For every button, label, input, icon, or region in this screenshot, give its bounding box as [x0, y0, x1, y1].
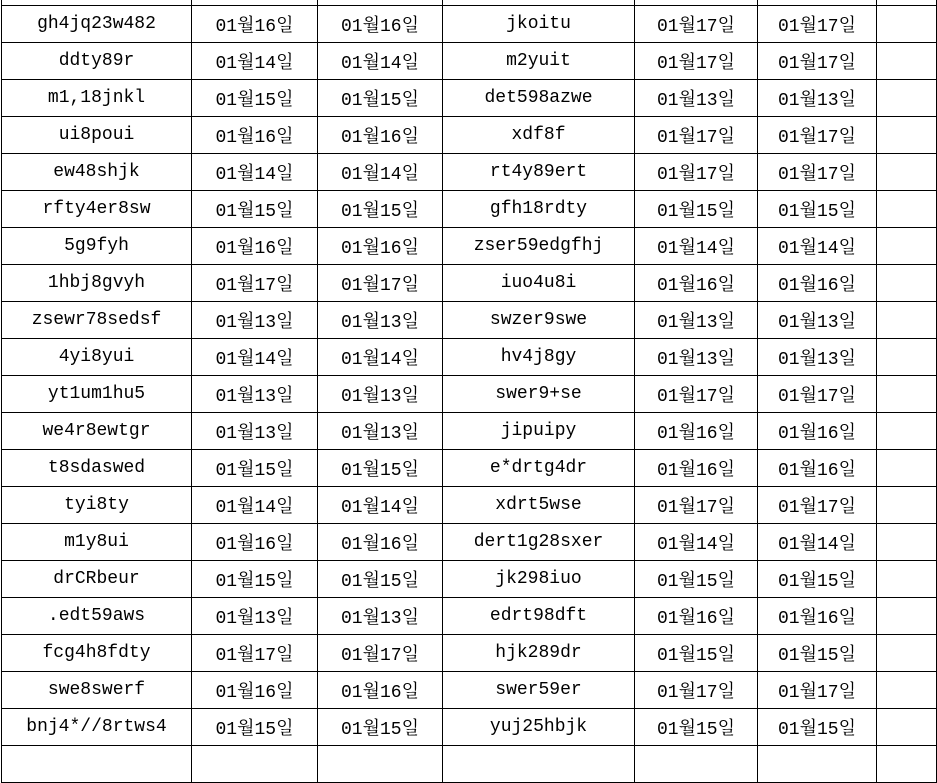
cell-date-a[interactable]: 01월16일: [192, 672, 318, 709]
cell-date-c[interactable]: 01월17일: [635, 117, 758, 154]
cell-date-b[interactable]: 01월17일: [318, 265, 443, 302]
table-cell-offscreen: [877, 450, 937, 487]
table-cell-offscreen: [877, 672, 937, 709]
cell-date-b[interactable]: 01월13일: [318, 302, 443, 339]
cell-date-a[interactable]: 01월14일: [192, 43, 318, 80]
cell-date-a[interactable]: 01월15일: [192, 191, 318, 228]
cell-date-b[interactable]: 01월14일: [318, 339, 443, 376]
cell-date-a[interactable]: 01월16일: [192, 524, 318, 561]
cell-date-a[interactable]: 01월16일: [192, 117, 318, 154]
cell-date-c[interactable]: 01월15일: [635, 709, 758, 746]
cell-date-c[interactable]: 01월17일: [635, 376, 758, 413]
cell-id-right[interactable]: hv4j8gy: [443, 339, 635, 376]
table-row: [2, 672, 937, 709]
cell-id-right[interactable]: jkoitu: [443, 6, 635, 43]
cell-date-a[interactable]: 01월15일: [192, 709, 318, 746]
cell-id-left[interactable]: 1hbj8gvyh: [2, 265, 192, 302]
cell-id-right[interactable]: xdf8f: [443, 117, 635, 154]
cell-id-left[interactable]: m1y8ui: [2, 524, 192, 561]
cell-date-d[interactable]: 01월16일: [758, 450, 877, 487]
cell-id-right[interactable]: swzer9swe: [443, 302, 635, 339]
table-cell-offscreen: [877, 339, 937, 376]
cell-date-a[interactable]: 01월13일: [192, 598, 318, 635]
cell-date-a[interactable]: 01월17일: [192, 635, 318, 672]
table-row: [2, 339, 937, 376]
cell-date-c[interactable]: 01월16일: [635, 265, 758, 302]
cell-id-right[interactable]: xdrt5wse: [443, 487, 635, 524]
table-row: [2, 265, 937, 302]
table-row: [2, 413, 937, 450]
cell-date-d[interactable]: 01월17일: [758, 43, 877, 80]
cell-id-right[interactable]: yuj25hbjk: [443, 709, 635, 746]
cell-date-c[interactable]: 01월13일: [635, 339, 758, 376]
cell-date-a[interactable]: 01월15일: [192, 80, 318, 117]
table-cell-offscreen: [877, 376, 937, 413]
cell-date-a[interactable]: 01월16일: [192, 228, 318, 265]
cell-date-c[interactable]: 01월13일: [635, 302, 758, 339]
table-row: [2, 154, 937, 191]
cell-id-left[interactable]: yt1um1hu5: [2, 376, 192, 413]
table-cell-offscreen: [877, 524, 937, 561]
table-row: [2, 376, 937, 413]
cell-date-a[interactable]: 01월15일: [192, 561, 318, 598]
cell-date-c[interactable]: 01월17일: [635, 154, 758, 191]
cell-date-a[interactable]: 01월17일: [192, 265, 318, 302]
cell-date-c[interactable]: 01월16일: [635, 598, 758, 635]
table-cell-offscreen: [877, 413, 937, 450]
cell-date-c[interactable]: 01월17일: [635, 6, 758, 43]
table-cell: [443, 746, 635, 783]
cell-date-b[interactable]: 01월13일: [318, 598, 443, 635]
table-cell-offscreen: [877, 746, 937, 783]
table-cell-offscreen: [877, 561, 937, 598]
cell-date-b[interactable]: 01월14일: [318, 154, 443, 191]
cell-date-a[interactable]: 01월16일: [192, 6, 318, 43]
table-cell-offscreen: [877, 302, 937, 339]
cell-date-c[interactable]: 01월17일: [635, 43, 758, 80]
cell-date-d[interactable]: 01월16일: [758, 413, 877, 450]
cell-date-d[interactable]: 01월16일: [758, 265, 877, 302]
table-row: [2, 635, 937, 672]
cell-id-right[interactable]: zser59edgfhj: [443, 228, 635, 265]
table-cell-offscreen: [877, 117, 937, 154]
cell-date-b[interactable]: 01월17일: [318, 635, 443, 672]
cell-id-left[interactable]: drCRbeur: [2, 561, 192, 598]
cell-id-left[interactable]: fcg4h8fdty: [2, 635, 192, 672]
table-body: [2, 0, 937, 783]
cell-id-left[interactable]: 5g9fyh: [2, 228, 192, 265]
cell-date-d[interactable]: 01월17일: [758, 376, 877, 413]
cell-id-left[interactable]: .edt59aws: [2, 598, 192, 635]
cell-id-left[interactable]: bnj4*//8rtws4: [2, 709, 192, 746]
table-row: [2, 43, 937, 80]
table-cell-offscreen: [877, 487, 937, 524]
table-row: [2, 598, 937, 635]
cell-date-c[interactable]: 01월17일: [635, 672, 758, 709]
cell-id-left[interactable]: gh4jq23w482: [2, 6, 192, 43]
table-row: [2, 561, 937, 598]
cell-date-b[interactable]: 01월16일: [318, 6, 443, 43]
cell-date-b[interactable]: 01월14일: [318, 487, 443, 524]
table-row: [2, 450, 937, 487]
table-row: [2, 80, 937, 117]
cell-date-b[interactable]: 01월15일: [318, 80, 443, 117]
cell-date-b[interactable]: 01월16일: [318, 524, 443, 561]
cell-id-left[interactable]: tyi8ty: [2, 487, 192, 524]
table-cell: [635, 746, 758, 783]
cell-id-left[interactable]: m1,18jnkl: [2, 80, 192, 117]
cell-date-b[interactable]: 01월13일: [318, 376, 443, 413]
table-cell-offscreen: [877, 43, 937, 80]
table-cell: [2, 746, 192, 783]
cell-date-d[interactable]: 01월15일: [758, 191, 877, 228]
table-row: [2, 524, 937, 561]
cell-date-c[interactable]: 01월15일: [635, 191, 758, 228]
table-cell-offscreen: [877, 80, 937, 117]
cell-date-a[interactable]: 01월14일: [192, 154, 318, 191]
cell-id-right[interactable]: rt4y89ert: [443, 154, 635, 191]
cell-id-right[interactable]: det598azwe: [443, 80, 635, 117]
cell-date-b[interactable]: 01월15일: [318, 191, 443, 228]
cell-date-d[interactable]: 01월15일: [758, 561, 877, 598]
cell-id-right[interactable]: e*drtg4dr: [443, 450, 635, 487]
cell-id-left[interactable]: we4r8ewtgr: [2, 413, 192, 450]
table-row: [2, 6, 937, 43]
cell-id-left[interactable]: zsewr78sedsf: [2, 302, 192, 339]
table-row: [2, 302, 937, 339]
table-row: [2, 487, 937, 524]
cell-date-b[interactable]: 01월15일: [318, 709, 443, 746]
cell-id-right[interactable]: dert1g28sxer: [443, 524, 635, 561]
cell-date-a[interactable]: 01월13일: [192, 302, 318, 339]
cell-id-left[interactable]: ui8poui: [2, 117, 192, 154]
cell-id-right[interactable]: iuo4u8i: [443, 265, 635, 302]
cell-date-c[interactable]: 01월17일: [635, 487, 758, 524]
cell-id-right[interactable]: m2yuit: [443, 43, 635, 80]
cell-date-d[interactable]: 01월15일: [758, 635, 877, 672]
cell-id-left[interactable]: 4yi8yui: [2, 339, 192, 376]
table-cell-offscreen: [877, 265, 937, 302]
table-cell-offscreen: [877, 709, 937, 746]
table-cell-offscreen: [877, 228, 937, 265]
cell-date-d[interactable]: 01월17일: [758, 672, 877, 709]
cell-date-d[interactable]: 01월17일: [758, 154, 877, 191]
cell-date-a[interactable]: 01월14일: [192, 339, 318, 376]
cell-date-d[interactable]: 01월13일: [758, 80, 877, 117]
table-cell-offscreen: [877, 635, 937, 672]
partial-row-bottom: [2, 746, 937, 783]
table-cell-offscreen: [877, 154, 937, 191]
cell-id-right[interactable]: jipuipy: [443, 413, 635, 450]
cell-date-d[interactable]: 01월17일: [758, 487, 877, 524]
cell-id-right[interactable]: gfh18rdty: [443, 191, 635, 228]
cell-date-c[interactable]: 01월16일: [635, 413, 758, 450]
cell-id-left[interactable]: swe8swerf: [2, 672, 192, 709]
table-row: [2, 228, 937, 265]
cell-date-b[interactable]: 01월14일: [318, 43, 443, 80]
cell-id-right[interactable]: swer59er: [443, 672, 635, 709]
cell-date-b[interactable]: 01월13일: [318, 413, 443, 450]
cell-date-a[interactable]: 01월13일: [192, 413, 318, 450]
cell-date-c[interactable]: 01월15일: [635, 635, 758, 672]
cell-id-right[interactable]: edrt98dft: [443, 598, 635, 635]
cell-id-left[interactable]: ddty89r: [2, 43, 192, 80]
cell-date-c[interactable]: 01월13일: [635, 80, 758, 117]
cell-date-d[interactable]: 01월17일: [758, 117, 877, 154]
table-cell-offscreen: [877, 598, 937, 635]
table-cell: [192, 746, 318, 783]
cell-id-left[interactable]: t8sdaswed: [2, 450, 192, 487]
cell-date-a[interactable]: 01월15일: [192, 450, 318, 487]
cell-date-d[interactable]: 01월17일: [758, 6, 877, 43]
data-table: [1, 0, 937, 783]
cell-date-d[interactable]: 01월14일: [758, 524, 877, 561]
table-row: [2, 117, 937, 154]
cell-date-b[interactable]: 01월15일: [318, 450, 443, 487]
table-cell: [758, 746, 877, 783]
table-cell-offscreen: [877, 6, 937, 43]
cell-date-b[interactable]: 01월16일: [318, 228, 443, 265]
cell-date-b[interactable]: 01월16일: [318, 117, 443, 154]
table-cell: [318, 746, 443, 783]
cell-id-left[interactable]: rfty4er8sw: [2, 191, 192, 228]
cell-date-a[interactable]: 01월13일: [192, 376, 318, 413]
cell-date-c[interactable]: 01월16일: [635, 450, 758, 487]
cell-date-d[interactable]: 01월14일: [758, 228, 877, 265]
cell-id-right[interactable]: swer9+se: [443, 376, 635, 413]
table-row: [2, 191, 937, 228]
cell-date-d[interactable]: 01월13일: [758, 339, 877, 376]
cell-date-c[interactable]: 01월14일: [635, 228, 758, 265]
table-row: [2, 709, 937, 746]
cell-date-d[interactable]: 01월15일: [758, 709, 877, 746]
table-cell-offscreen: [877, 191, 937, 228]
cell-date-c[interactable]: 01월15일: [635, 561, 758, 598]
cell-id-left[interactable]: ew48shjk: [2, 154, 192, 191]
cell-date-a[interactable]: 01월14일: [192, 487, 318, 524]
cell-date-c[interactable]: 01월14일: [635, 524, 758, 561]
cell-date-b[interactable]: 01월16일: [318, 672, 443, 709]
cell-date-d[interactable]: 01월13일: [758, 302, 877, 339]
cell-date-d[interactable]: 01월16일: [758, 598, 877, 635]
cell-id-right[interactable]: hjk289dr: [443, 635, 635, 672]
cell-date-b[interactable]: 01월15일: [318, 561, 443, 598]
cell-id-right[interactable]: jk298iuo: [443, 561, 635, 598]
